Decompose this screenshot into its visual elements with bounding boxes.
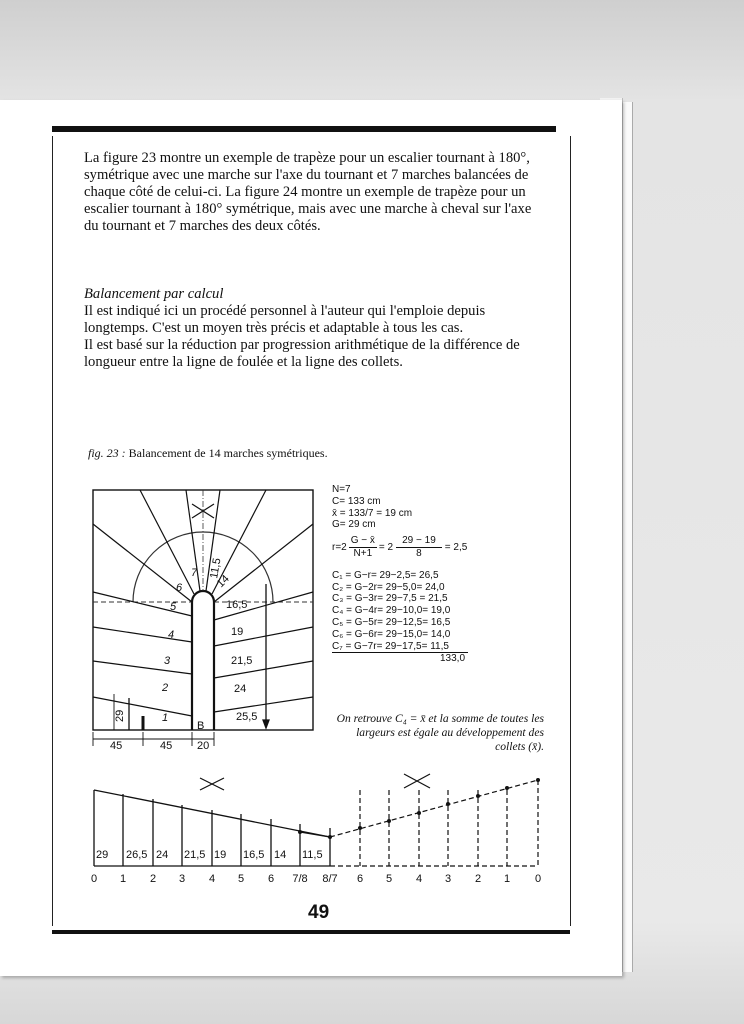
calc-line: C₄ = G−4r= 29−10,0= 19,0: [332, 605, 451, 617]
calc-xbar: x̄ = 133/7 = 19 cm: [332, 507, 413, 519]
axis-tick: 0: [90, 873, 98, 885]
paragraph-method: Il est indiqué ici un procédé personnel à l'auteur qui l'emploie depuis longtemps. C'est un moyen très précis et adaptable à tous les cas.: [84, 302, 486, 336]
calculation-section: [84, 286, 534, 371]
calc-g: G= 29 cm: [332, 519, 376, 531]
calc-line: C₆ = G−6r= 29−15,0= 14,0: [332, 628, 451, 640]
frame-right: [570, 136, 571, 926]
calc-r-formula: [332, 535, 512, 560]
step-number: 7: [191, 567, 198, 579]
axis-tick: 4: [415, 873, 423, 885]
graph-value: 29: [96, 849, 109, 861]
step-value: 21,5: [231, 655, 253, 667]
axis-tick: 6: [356, 873, 364, 885]
axis-tick: 5: [237, 873, 245, 885]
graph-value: 24: [156, 849, 169, 861]
step-value: 25,5: [236, 711, 258, 723]
calc-line: C₇ = G−7r= 29−17,5= 11,5: [332, 641, 468, 654]
step-value: 16,5: [226, 599, 248, 611]
dimension-label: 20: [197, 740, 210, 752]
axis-tick: 5: [385, 873, 393, 885]
step-value: 14: [214, 572, 232, 591]
paragraph-basis: Il est basé sur la réduction par progression arithmétique de la différence de longueur entre la ligne de foulée et la ligne des collets.: [84, 336, 520, 370]
graph-value: 11,5: [302, 849, 323, 861]
r-denominator-2: 8: [416, 547, 422, 559]
axis-tick: 3: [178, 873, 186, 885]
graph-value: 26,5: [126, 849, 148, 861]
r-result: = 2,5: [444, 541, 468, 553]
r-prefix: r=2: [332, 541, 347, 553]
axis-tick: 2: [149, 873, 157, 885]
calc-c: C= 133 cm: [332, 495, 381, 507]
axis-tick: 1: [119, 873, 127, 885]
dimension-label: 45: [110, 740, 123, 752]
calc-n: N=7: [332, 484, 351, 495]
step-number: 2: [162, 682, 169, 694]
calc-total: 133,0: [440, 653, 466, 665]
calculation-block: [332, 484, 512, 665]
dimension-label: 45: [160, 740, 173, 752]
r-numerator-2: 29 − 19: [396, 535, 442, 548]
calc-line: C₅ = G−5r= 29−12,5= 16,5: [332, 616, 451, 628]
graph-value: 21,5: [184, 849, 206, 861]
calc-line: C₂ = G−2r= 29−5,0= 24,0: [332, 581, 445, 593]
axis-tick: 2: [474, 873, 482, 885]
newel: [192, 591, 214, 730]
step-number: 6: [176, 582, 183, 594]
r-denominator: N+1: [353, 547, 373, 559]
intro-paragraph: La figure 23 montre un exemple de trapèze pour un escalier tournant à 180°, symétrique avec une marche sur l'axe du tournant et 7 marches balancées de chaque côté de celui-ci. La figure 24 montre un exemple de trapèze pour un escalier tournant à 180° symétrique, mais avec une marche à cheval sur l'axe du tournant et 7 marches des deux côtés.: [84, 150, 532, 234]
axis-tick: 0: [534, 873, 542, 885]
figure-number: fig. 23 :: [88, 446, 126, 460]
page-number: 49: [308, 902, 330, 923]
frame-left: [52, 136, 53, 926]
height-label: 29: [114, 709, 126, 722]
axis-tick: 8/7: [322, 873, 338, 885]
top-rule: [52, 126, 556, 132]
figure-note: On retrouve C₄ = x̄ et la somme de toutes les largeurs est égale au développement des collets (x̄).: [336, 712, 544, 753]
graph-value: 19: [214, 849, 227, 861]
axis-tick: 4: [208, 873, 216, 885]
step-value: 11,5: [208, 557, 224, 580]
graph-value: 14: [274, 849, 287, 861]
axis-tick: 3: [444, 873, 452, 885]
r-mid: = 2: [378, 541, 394, 553]
section-heading: Balancement par calcul: [84, 286, 224, 302]
step-value: 24: [234, 683, 247, 695]
figure-caption-text: Balancement de 14 marches symétriques.: [128, 446, 328, 460]
point-label: B: [197, 720, 205, 732]
calc-line: C₁ = G−r= 29−2,5= 26,5: [332, 569, 439, 581]
step-number: 3: [164, 655, 171, 667]
bottom-rule: [52, 930, 570, 934]
axis-tick: 1: [503, 873, 511, 885]
step-number: 4: [168, 629, 175, 641]
graph-value: 16,5: [243, 849, 265, 861]
step-value: 19: [231, 626, 244, 638]
calc-line: C₃ = G−3r= 29−7,5 = 21,5: [332, 593, 448, 605]
r-numerator: G − x̄: [350, 535, 375, 547]
balancing-graph: [84, 770, 554, 886]
figure-caption: [88, 446, 328, 461]
axis-tick: 7/8: [292, 873, 308, 885]
step-number: 5: [170, 601, 177, 613]
step-number: 1: [162, 712, 169, 724]
staircase-plan: [84, 484, 324, 760]
axis-tick: 6: [267, 873, 275, 885]
